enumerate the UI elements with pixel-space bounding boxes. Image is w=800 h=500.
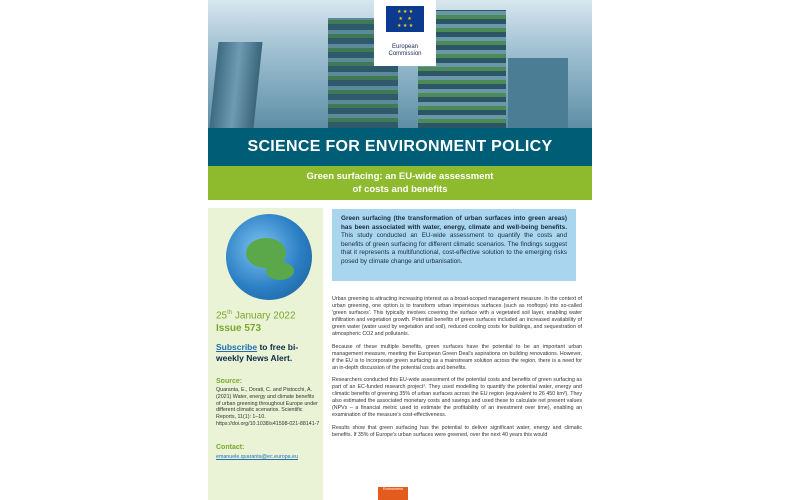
source-citation: Quaranta, E., Dorati, C. and Pistocchi, A. (2021) Water, energy and climate benefits of urban greening throughout Europe under different climatic scenarios. Scientific Reports, 11(1): 1–10. https://doi.org/10.1038/s41598-021-88141-7 xyxy=(216,387,320,427)
commission-name xyxy=(378,44,432,58)
green-earth-illustration xyxy=(226,214,312,300)
paragraph: Researchers conducted this EU-wide assessment of the potential costs and benefits of green surfacing as part of an EC-funded research project¹. They used modelling to quantify the potential water, energy and climatic benefits of greening 35% of urban surfaces across the EU region (equivalent to 26 450 km²). They also estimated the associated monetary costs and savings and used these to calculate net present values (NPVs – a financial metric used to estimate the profitability of an investment over time), enabling an examination of the measure's cost-effectiveness. xyxy=(332,376,582,419)
paragraph: Results show that green surfacing has the potential to deliver significant water, energy and climatic benefits. If 35% of Europe's urban surfaces were greened, over the next 40 years this would xyxy=(332,424,582,438)
subtitle-band xyxy=(208,166,592,200)
date-day: 25 xyxy=(216,310,228,322)
article-body xyxy=(332,296,582,444)
date-suffix: th xyxy=(227,310,233,316)
date-rest: January 2022 xyxy=(232,310,296,322)
summary-rest: This study conducted an EU-wide assessment to quantify the costs and benefits of green surfacing for different climatic scenarios. The findings suggest that it represents a multifunctional, cost-effective solution to the emerging risks posed by climate change and urbanisation. xyxy=(341,232,567,265)
newsletter-page xyxy=(208,0,592,500)
article-title-line-1: Green surfacing: an EU-wide assessment xyxy=(306,171,494,182)
commission-line-1: European xyxy=(391,44,419,50)
building-silhouette xyxy=(209,42,262,128)
summary-lead: Green surfacing (the transformation of urban surfaces into green areas) has been associated with water, energy, climate and well-being benefits. xyxy=(341,215,567,231)
issue-number: Issue 573 xyxy=(216,323,262,334)
european-commission-logo xyxy=(374,0,436,66)
environment-badge: Environment xyxy=(378,487,408,500)
title-band xyxy=(208,128,592,166)
article-title-line-2: of costs and benefits xyxy=(352,184,448,195)
paragraph: Urban greening is attracting increasing interest as a broad-scoped management measure. In the context of urban greening, one option is to transform urban impervious surfaces (such as rooftops) into so-called 'green surfaces'. This typically involves covering the surface with a vegetated soil layer, enabling water infiltration and vegetation growth. Potential benefits of green surfaces included an increased availability of green water (water used by vegetation and soil), reduced cooling costs for buildings, and sequestration of atmospheric CO2 and pollutants. xyxy=(332,296,582,338)
subscribe-text xyxy=(216,342,321,364)
eu-flag-icon xyxy=(386,6,424,32)
source-heading: Source: xyxy=(216,378,243,385)
building-silhouette xyxy=(508,58,568,128)
subscribe-link[interactable]: Subscribe xyxy=(216,342,258,352)
issue-date xyxy=(216,310,296,321)
contact-heading: Contact: xyxy=(216,444,245,451)
summary-box xyxy=(332,209,576,281)
commission-line-2: Commission xyxy=(388,51,422,57)
sidebar xyxy=(208,208,323,500)
subscribe-rest: to free bi-weekly News Alert. xyxy=(216,342,299,363)
contact-email-link[interactable]: emanuele.quaranta@ec.europa.eu xyxy=(216,454,298,460)
page-title: SCIENCE FOR ENVIRONMENT POLICY xyxy=(247,138,553,155)
header-photo xyxy=(208,0,592,128)
paragraph: Because of these multiple benefits, green surfaces have the potential to be an important urban management measure, meeting the European Green Deal's aspirations on building renovations. However, if the EU is to incorporate green surfacing as a mainstream solution across the region, there is a need for an in-depth discussion of the potential costs and benefits. xyxy=(332,343,582,371)
